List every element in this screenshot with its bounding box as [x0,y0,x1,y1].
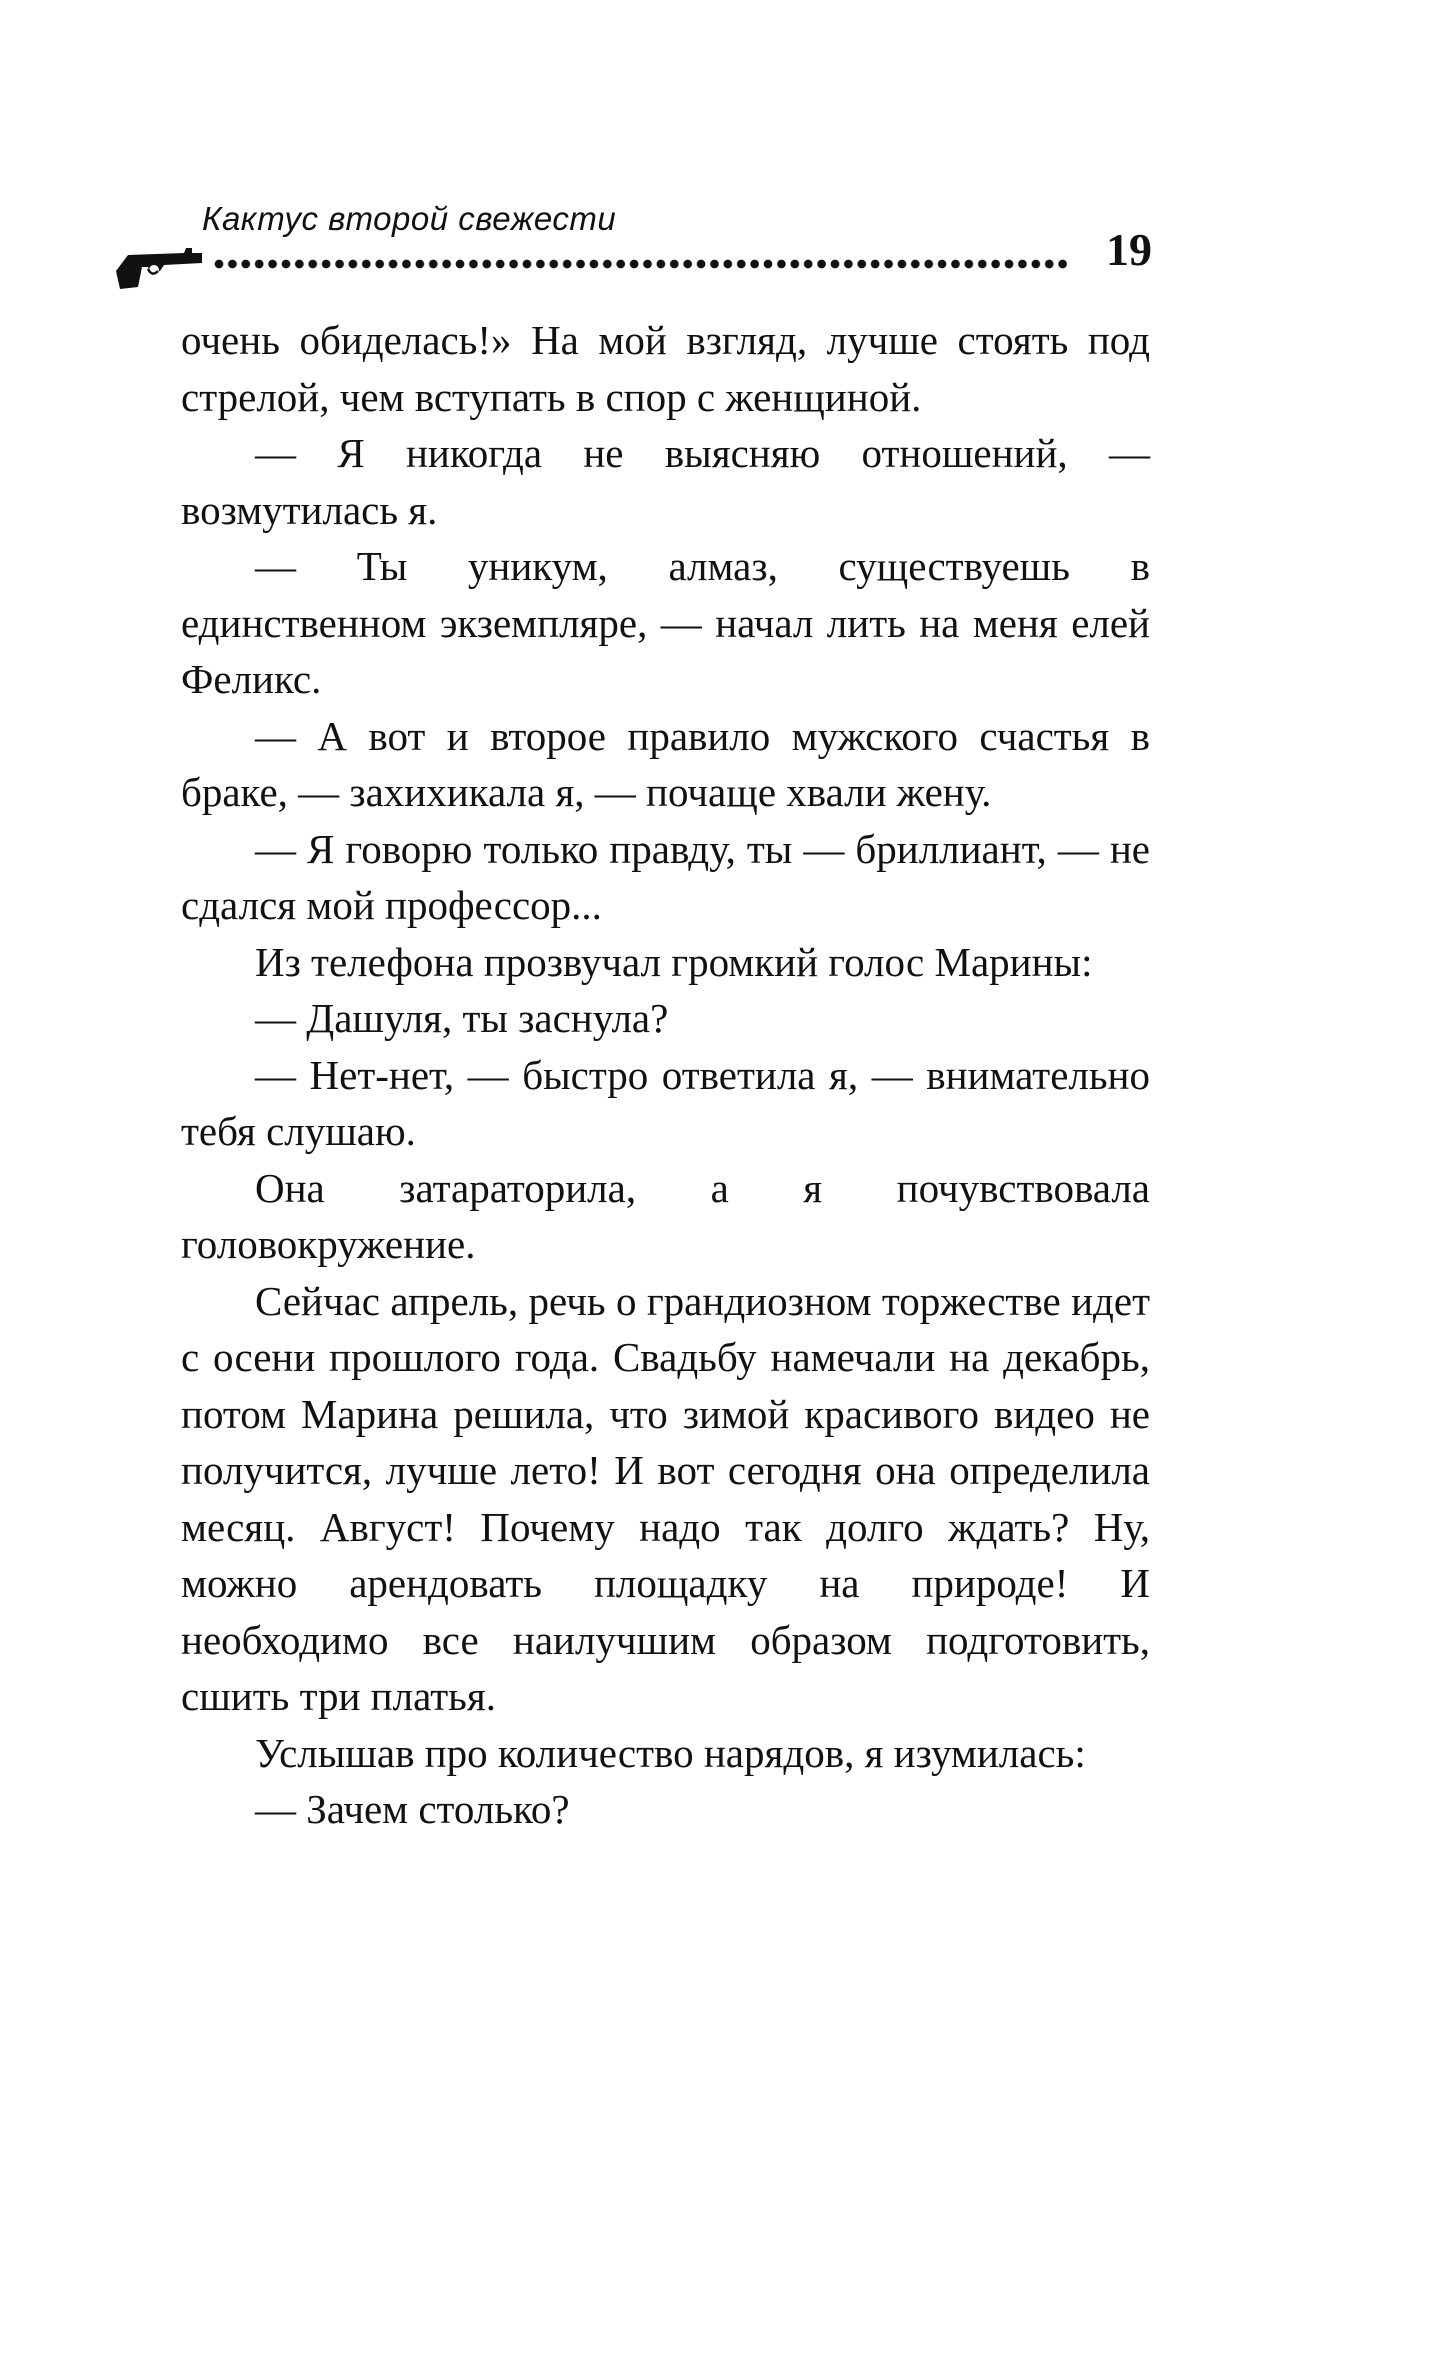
paragraph: — Я говорю только правду, ты — бриллиант, — не сдался мой профессор... [181,825,1150,928]
body-text [181,312,1150,1838]
paragraph: — Нет-нет, — быстро ответила я, — внимательно тебя слушаю. [181,1051,1150,1154]
paragraph: Сейчас апрель, речь о грандиозном торжестве идет с осени прошлого года. Свадьбу намечали на декабрь, потом Марина решила, что зимой красивого видео не получится, лучше лето! И вот сегодня она определила месяц. Август! Почему надо так долго ждать? Ну, можно арендовать площадку на природе! И необходимо все наилучшим образом подготовить, сшить три платья. [181,1277,1150,1719]
paragraph: — Зачем столько? [255,1786,570,1832]
page-number: 19 [1106,224,1152,275]
dot-leader [214,258,1070,270]
paragraph: — Ты уникум, алмаз, существуешь в единственном экземпляре, — начал лить на меня елей Феликс. [181,543,1150,702]
paragraph: очень обиделась!» На мой взгляд, лучше стоять под стрелой, чем вступать в спор с женщиной. [181,317,1150,420]
paragraph: Она затараторила, а я почувствовала головокружение. [181,1164,1150,1267]
paragraph: — Я никогда не выясняю отношений, — возмутилась я. [181,430,1150,533]
paragraph: Из телефона прозвучал громкий голос Марины: [255,938,1093,985]
page-header [112,200,1152,290]
paragraph: — А вот и второе правило мужского счастья в браке, — захихикала я, — почаще хвали жену. [181,712,1150,815]
running-title: Кактус второй свежести [202,200,617,237]
revolver-icon [112,243,204,291]
paragraph: Услышав про количество нарядов, я изумилась: [255,1729,1086,1776]
paragraph: — Дашуля, ты заснула? [255,995,669,1041]
